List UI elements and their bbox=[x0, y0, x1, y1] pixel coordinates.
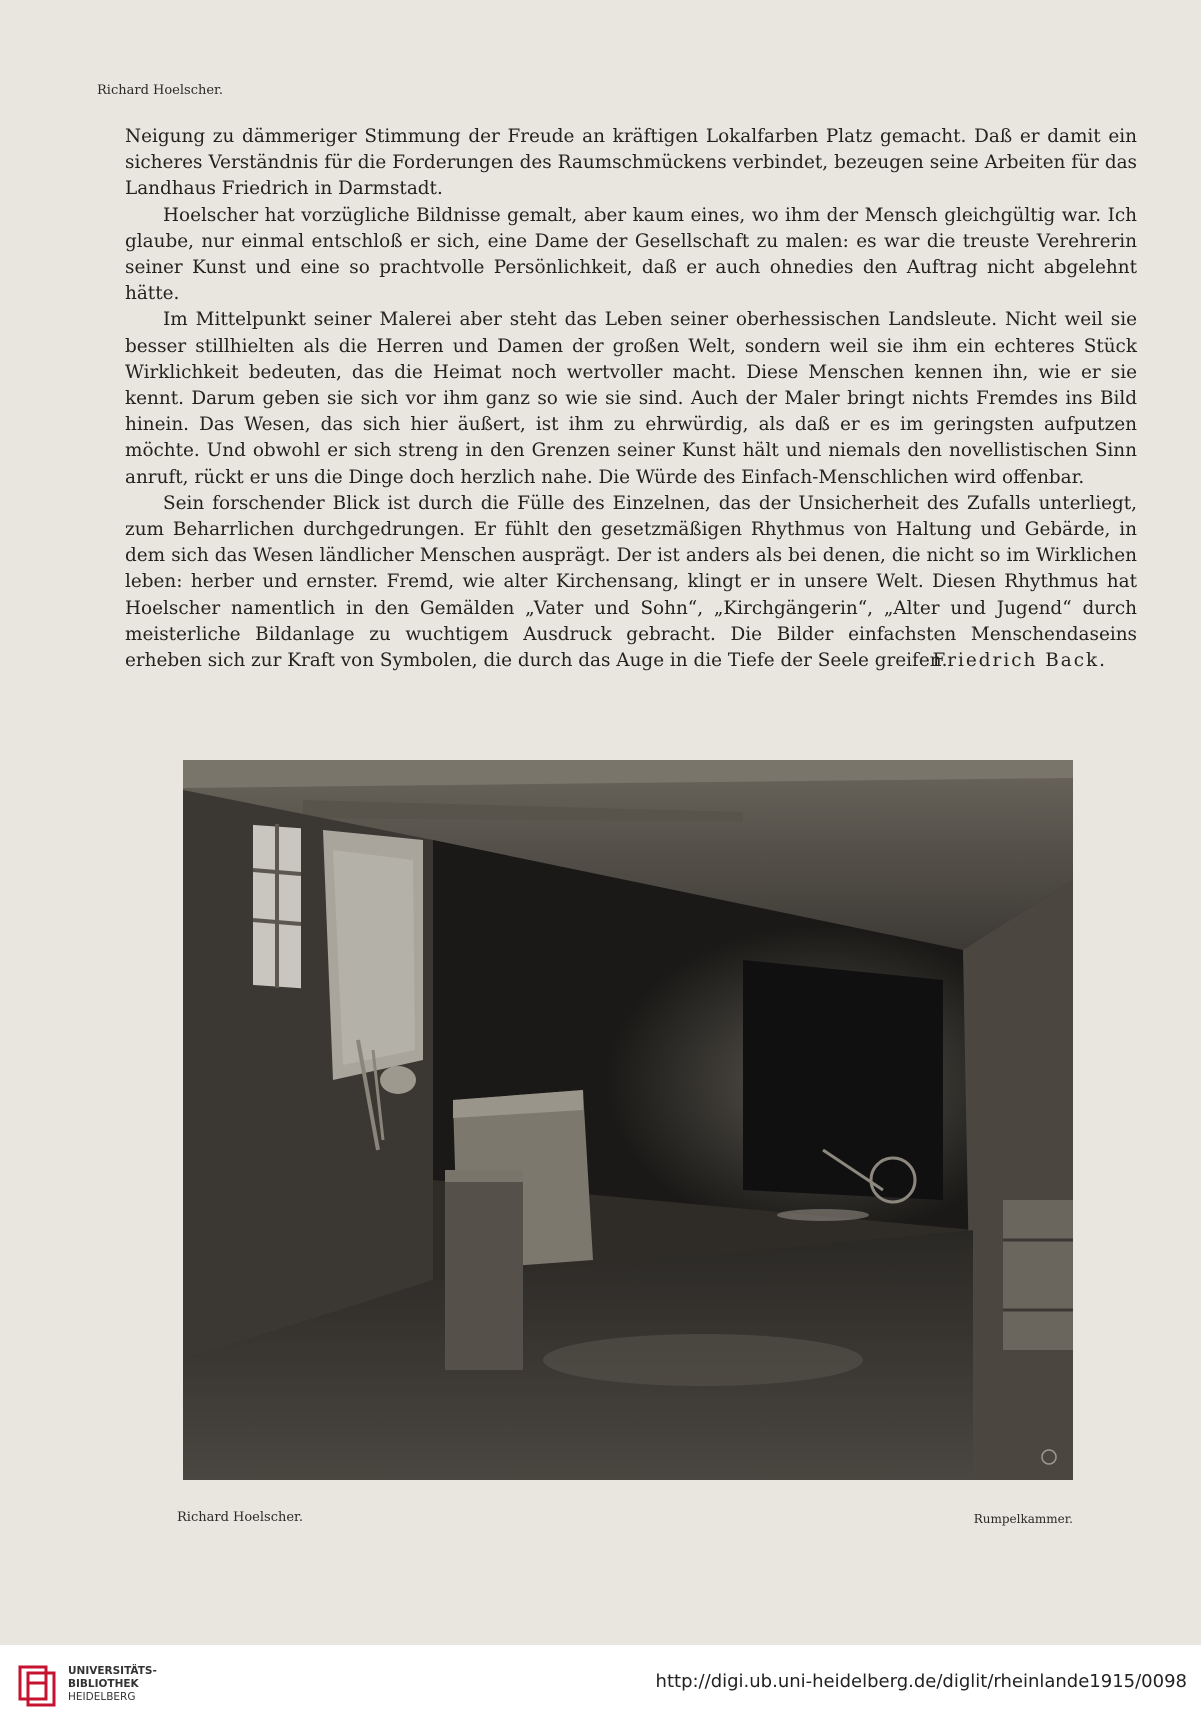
library-name-line-1: UNIVERSITÄTS- bbox=[68, 1665, 157, 1677]
library-name bbox=[68, 1665, 157, 1704]
running-head: Richard Hoelscher. bbox=[97, 83, 223, 98]
paragraph-3: Im Mittelpunkt seiner Malerei aber steht das Leben seiner oberhessischen Landsleute. Nicht weil sie besser stillhielten als die Herren und Damen der großen Welt, sondern weil sie ihm ein echteres Stück Wirklichkeit bedeuten, das die Heimat noch wertvoller macht. Diese Menschen kennen ihn, wie er sie kennt. Darum geben sie sich vor ihm ganz so wie sie sind. Auch der Maler bringt nichts Fremdes ins Bild hinein. Das Wesen, das sich hier äußert, ist ihm zu ehrwürdig, als daß er es im geringsten aufputzen möchte. Und obwohl er sich streng in den Grenzen seiner Kunst hält und niemals den novellistischen Sinn anruft, rückt er uns die Dinge doch herzlich nahe. Die Würde des Einfach-Menschlichen wird offenbar. bbox=[125, 309, 1137, 488]
permalink-url[interactable]: http://digi.ub.uni-heidelberg.de/diglit/rheinlande1915/0098 bbox=[655, 1671, 1187, 1692]
library-name-line-3: HEIDELBERG bbox=[68, 1691, 136, 1703]
paragraph-1: Neigung zu dämmeriger Stimmung der Freude an kräftigen Lokalfarben Platz gemacht. Daß er damit ein sicheres Verständnis für die Forderungen des Raumschmückens verbindet, bezeugen seine Arbeiten für das Landhaus Friedrich in Darmstadt. bbox=[125, 126, 1137, 200]
library-name-line-2: BIBLIOTHEK bbox=[68, 1678, 139, 1690]
plate-caption-title: Rumpelkammer. bbox=[973, 1512, 1073, 1526]
university-library-logo-icon bbox=[16, 1661, 60, 1709]
library-footer bbox=[0, 1645, 1201, 1729]
paragraph-4: Sein forschender Blick ist durch die Fülle des Einzelnen, das der Unsicherheit des Zufalls unterliegt, zum Beharrlichen durchgedrungen. Er fühlt den gesetzmäßigen Rhythmus von Haltung und Gebärde, in dem sich das Wesen ländlicher Menschen ausprägt. Der ist anders als bei denen, die nicht so im Wirklichen leben: herber und ernster. Fremd, wie alter Kirchensang, klingt er in unsere Welt. Diesen Rhythmus hat Hoelscher namentlich in den Gemälden „Vater und Sohn“, „Kirchgängerin“, „Alter und Jugend“ durch meisterliche Bildanlage zu wuchtigem Ausdruck gebracht. Die Bilder einfachsten Menschendaseins erheben sich zur Kraft von Symbolen, die durch das Auge in die Tiefe der Seele greifen. bbox=[125, 492, 1137, 672]
author-signature: Friedrich Back. bbox=[932, 650, 1107, 672]
paragraph-2: Hoelscher hat vorzügliche Bildnisse gemalt, aber kaum eines, wo ihm der Mensch gleichgültig war. Ich glaube, nur einmal entschloß er sich, eine Dame der Gesellschaft zu malen: es war die treuste Verehrerin seiner Kunst und eine so prachtvolle Persönlichkeit, daß er auch ohnedies den Auftrag nicht abgelehnt hätte. bbox=[125, 204, 1137, 305]
painting-plate-rumpelkammer bbox=[183, 760, 1073, 1480]
painting-image bbox=[183, 760, 1073, 1480]
article-body bbox=[125, 124, 1137, 674]
plate-caption-artist: Richard Hoelscher. bbox=[177, 1510, 303, 1525]
